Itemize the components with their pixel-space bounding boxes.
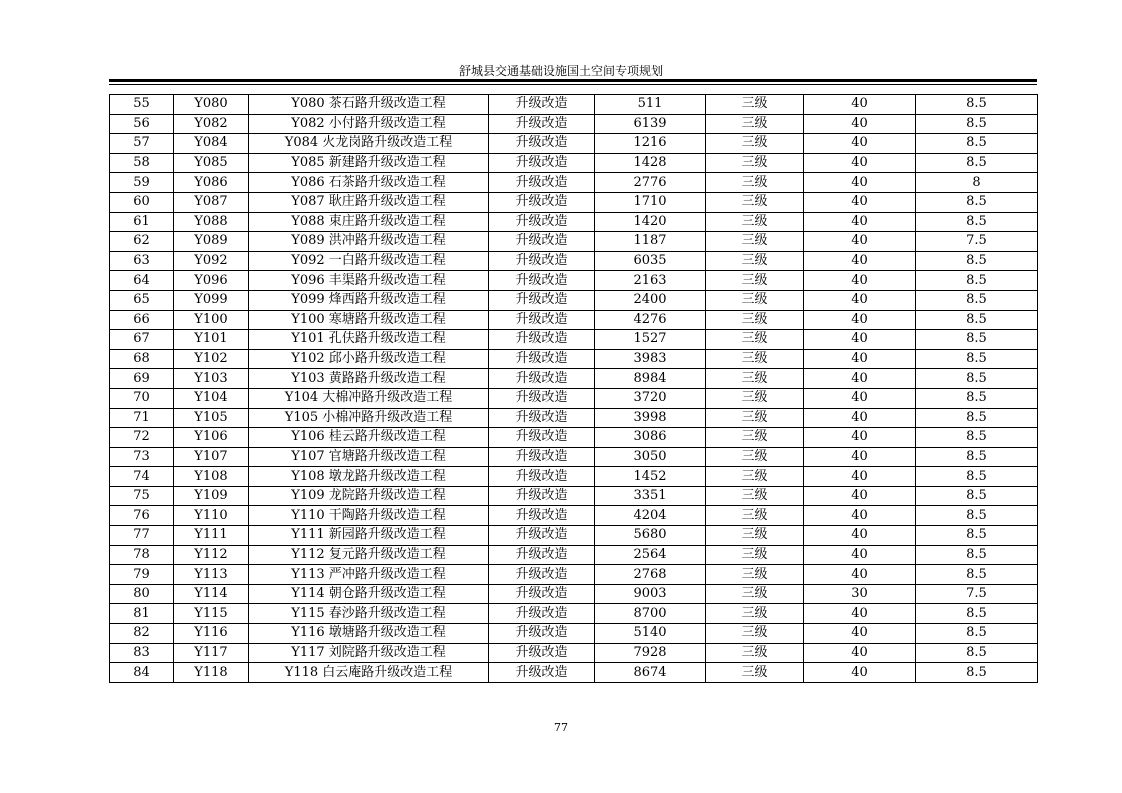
table-row <box>110 467 1038 487</box>
table-row <box>110 251 1038 271</box>
cell-speed: 40 <box>804 447 916 467</box>
cell-grade: 三级 <box>706 153 804 173</box>
cell-index: 65 <box>110 290 174 310</box>
header-rule-thin <box>109 84 1037 85</box>
cell-type: 升级改造 <box>489 369 595 389</box>
cell-grade: 三级 <box>706 506 804 526</box>
table-row <box>110 232 1038 252</box>
cell-width: 8.5 <box>916 643 1038 663</box>
cell-speed: 40 <box>804 408 916 428</box>
cell-project-name: Y116 墩塘路升级改造工程 <box>249 624 489 644</box>
cell-index: 73 <box>110 447 174 467</box>
cell-code: Y092 <box>174 251 249 271</box>
table-row <box>110 428 1038 448</box>
cell-code: Y110 <box>174 506 249 526</box>
cell-speed: 40 <box>804 349 916 369</box>
cell-speed: 40 <box>804 232 916 252</box>
cell-grade: 三级 <box>706 486 804 506</box>
cell-width: 8.5 <box>916 134 1038 154</box>
cell-project-name: Y092 一白路升级改造工程 <box>249 251 489 271</box>
cell-grade: 三级 <box>706 349 804 369</box>
cell-grade: 三级 <box>706 114 804 134</box>
cell-grade: 三级 <box>706 192 804 212</box>
cell-project-name: Y117 刘院路升级改造工程 <box>249 643 489 663</box>
cell-width: 8.5 <box>916 624 1038 644</box>
table-row <box>110 330 1038 350</box>
cell-width: 7.5 <box>916 584 1038 604</box>
cell-index: 80 <box>110 584 174 604</box>
cell-speed: 40 <box>804 95 916 115</box>
cell-grade: 三级 <box>706 251 804 271</box>
cell-grade: 三级 <box>706 95 804 115</box>
cell-type: 升级改造 <box>489 153 595 173</box>
cell-type: 升级改造 <box>489 545 595 565</box>
cell-index: 74 <box>110 467 174 487</box>
cell-type: 升级改造 <box>489 232 595 252</box>
cell-grade: 三级 <box>706 173 804 193</box>
table-row <box>110 545 1038 565</box>
cell-code: Y102 <box>174 349 249 369</box>
cell-code: Y116 <box>174 624 249 644</box>
cell-code: Y101 <box>174 330 249 350</box>
cell-code: Y088 <box>174 212 249 232</box>
cell-speed: 40 <box>804 212 916 232</box>
cell-type: 升级改造 <box>489 584 595 604</box>
cell-length: 7928 <box>595 643 706 663</box>
cell-project-name: Y086 石茶路升级改造工程 <box>249 173 489 193</box>
cell-length: 1452 <box>595 467 706 487</box>
cell-grade: 三级 <box>706 428 804 448</box>
cell-width: 8.5 <box>916 251 1038 271</box>
cell-length: 1216 <box>595 134 706 154</box>
cell-length: 2564 <box>595 545 706 565</box>
cell-grade: 三级 <box>706 388 804 408</box>
cell-index: 61 <box>110 212 174 232</box>
cell-code: Y104 <box>174 388 249 408</box>
cell-code: Y099 <box>174 290 249 310</box>
cell-speed: 40 <box>804 134 916 154</box>
cell-code: Y082 <box>174 114 249 134</box>
cell-code: Y114 <box>174 584 249 604</box>
cell-speed: 40 <box>804 271 916 291</box>
cell-project-name: Y084 火龙岗路升级改造工程 <box>249 134 489 154</box>
cell-code: Y096 <box>174 271 249 291</box>
cell-type: 升级改造 <box>489 604 595 624</box>
cell-grade: 三级 <box>706 565 804 585</box>
cell-project-name: Y106 桂云路升级改造工程 <box>249 428 489 448</box>
cell-width: 8.5 <box>916 467 1038 487</box>
cell-project-name: Y082 小付路升级改造工程 <box>249 114 489 134</box>
cell-grade: 三级 <box>706 408 804 428</box>
table-row <box>110 584 1038 604</box>
cell-index: 75 <box>110 486 174 506</box>
cell-type: 升级改造 <box>489 467 595 487</box>
cell-width: 8.5 <box>916 506 1038 526</box>
cell-length: 6035 <box>595 251 706 271</box>
cell-grade: 三级 <box>706 310 804 330</box>
cell-grade: 三级 <box>706 271 804 291</box>
cell-type: 升级改造 <box>489 663 595 683</box>
table-row <box>110 526 1038 546</box>
cell-speed: 40 <box>804 545 916 565</box>
cell-index: 84 <box>110 663 174 683</box>
table-row <box>110 447 1038 467</box>
cell-project-name: Y110 干陶路升级改造工程 <box>249 506 489 526</box>
table-row <box>110 388 1038 408</box>
cell-grade: 三级 <box>706 604 804 624</box>
cell-speed: 40 <box>804 565 916 585</box>
cell-index: 76 <box>110 506 174 526</box>
cell-grade: 三级 <box>706 643 804 663</box>
cell-type: 升级改造 <box>489 212 595 232</box>
cell-length: 1187 <box>595 232 706 252</box>
cell-length: 511 <box>595 95 706 115</box>
table-row <box>110 663 1038 683</box>
cell-width: 8.5 <box>916 310 1038 330</box>
cell-project-name: Y105 小棉冲路升级改造工程 <box>249 408 489 428</box>
cell-type: 升级改造 <box>489 192 595 212</box>
cell-type: 升级改造 <box>489 624 595 644</box>
cell-project-name: Y101 孔伕路升级改造工程 <box>249 330 489 350</box>
cell-index: 83 <box>110 643 174 663</box>
cell-speed: 40 <box>804 290 916 310</box>
cell-code: Y085 <box>174 153 249 173</box>
cell-grade: 三级 <box>706 624 804 644</box>
table-row <box>110 310 1038 330</box>
cell-grade: 三级 <box>706 584 804 604</box>
cell-index: 56 <box>110 114 174 134</box>
cell-speed: 40 <box>804 369 916 389</box>
cell-index: 64 <box>110 271 174 291</box>
cell-length: 3998 <box>595 408 706 428</box>
cell-width: 8.5 <box>916 604 1038 624</box>
cell-width: 8.5 <box>916 290 1038 310</box>
cell-index: 81 <box>110 604 174 624</box>
cell-project-name: Y115 春沙路升级改造工程 <box>249 604 489 624</box>
cell-project-name: Y108 墩龙路升级改造工程 <box>249 467 489 487</box>
table-body <box>110 95 1038 683</box>
cell-type: 升级改造 <box>489 643 595 663</box>
cell-speed: 40 <box>804 624 916 644</box>
cell-type: 升级改造 <box>489 251 595 271</box>
cell-project-name: Y112 复元路升级改造工程 <box>249 545 489 565</box>
cell-width: 8.5 <box>916 369 1038 389</box>
cell-project-name: Y096 丰渠路升级改造工程 <box>249 271 489 291</box>
cell-code: Y109 <box>174 486 249 506</box>
cell-project-name: Y114 朝仓路升级改造工程 <box>249 584 489 604</box>
table-row <box>110 408 1038 428</box>
cell-index: 71 <box>110 408 174 428</box>
cell-project-name: Y099 烽西路升级改造工程 <box>249 290 489 310</box>
cell-project-name: Y088 束庄路升级改造工程 <box>249 212 489 232</box>
cell-grade: 三级 <box>706 663 804 683</box>
cell-width: 8.5 <box>916 114 1038 134</box>
cell-width: 8.5 <box>916 192 1038 212</box>
cell-speed: 40 <box>804 663 916 683</box>
cell-project-name: Y109 龙院路升级改造工程 <box>249 486 489 506</box>
cell-length: 1420 <box>595 212 706 232</box>
cell-width: 8.5 <box>916 428 1038 448</box>
cell-speed: 40 <box>804 506 916 526</box>
cell-project-name: Y104 大棉冲路升级改造工程 <box>249 388 489 408</box>
cell-grade: 三级 <box>706 232 804 252</box>
cell-type: 升级改造 <box>489 95 595 115</box>
table-row <box>110 290 1038 310</box>
cell-index: 58 <box>110 153 174 173</box>
cell-grade: 三级 <box>706 290 804 310</box>
cell-grade: 三级 <box>706 545 804 565</box>
cell-project-name: Y089 洪冲路升级改造工程 <box>249 232 489 252</box>
cell-project-name: Y118 白云庵路升级改造工程 <box>249 663 489 683</box>
cell-code: Y107 <box>174 447 249 467</box>
cell-project-name: Y107 官塘路升级改造工程 <box>249 447 489 467</box>
cell-code: Y089 <box>174 232 249 252</box>
cell-index: 69 <box>110 369 174 389</box>
cell-grade: 三级 <box>706 212 804 232</box>
cell-width: 8.5 <box>916 349 1038 369</box>
header-rule-thick <box>109 79 1037 82</box>
table-row <box>110 506 1038 526</box>
cell-code: Y113 <box>174 565 249 585</box>
cell-speed: 40 <box>804 310 916 330</box>
cell-code: Y118 <box>174 663 249 683</box>
cell-type: 升级改造 <box>489 173 595 193</box>
cell-type: 升级改造 <box>489 114 595 134</box>
cell-width: 8.5 <box>916 271 1038 291</box>
table-row <box>110 369 1038 389</box>
cell-length: 2400 <box>595 290 706 310</box>
table-row <box>110 134 1038 154</box>
table-row <box>110 349 1038 369</box>
cell-length: 8984 <box>595 369 706 389</box>
cell-width: 8.5 <box>916 545 1038 565</box>
cell-length: 3720 <box>595 388 706 408</box>
cell-index: 68 <box>110 349 174 369</box>
cell-type: 升级改造 <box>489 388 595 408</box>
cell-project-name: Y100 寒塘路升级改造工程 <box>249 310 489 330</box>
cell-project-name: Y080 茶石路升级改造工程 <box>249 95 489 115</box>
cell-grade: 三级 <box>706 447 804 467</box>
cell-type: 升级改造 <box>489 134 595 154</box>
cell-index: 72 <box>110 428 174 448</box>
cell-index: 82 <box>110 624 174 644</box>
cell-code: Y105 <box>174 408 249 428</box>
cell-index: 77 <box>110 526 174 546</box>
table-row <box>110 624 1038 644</box>
cell-type: 升级改造 <box>489 310 595 330</box>
cell-index: 70 <box>110 388 174 408</box>
table-row <box>110 173 1038 193</box>
cell-length: 8700 <box>595 604 706 624</box>
table-row <box>110 114 1038 134</box>
cell-width: 8.5 <box>916 447 1038 467</box>
cell-speed: 40 <box>804 192 916 212</box>
cell-speed: 40 <box>804 388 916 408</box>
table-row <box>110 212 1038 232</box>
cell-code: Y115 <box>174 604 249 624</box>
cell-length: 5680 <box>595 526 706 546</box>
cell-speed: 40 <box>804 604 916 624</box>
cell-index: 63 <box>110 251 174 271</box>
cell-type: 升级改造 <box>489 408 595 428</box>
cell-length: 4204 <box>595 506 706 526</box>
cell-type: 升级改造 <box>489 486 595 506</box>
cell-length: 3983 <box>595 349 706 369</box>
cell-type: 升级改造 <box>489 506 595 526</box>
road-upgrade-table <box>109 94 1038 683</box>
cell-index: 55 <box>110 95 174 115</box>
table-row <box>110 604 1038 624</box>
cell-speed: 30 <box>804 584 916 604</box>
cell-code: Y108 <box>174 467 249 487</box>
cell-speed: 40 <box>804 467 916 487</box>
cell-speed: 40 <box>804 486 916 506</box>
cell-length: 3351 <box>595 486 706 506</box>
cell-speed: 40 <box>804 251 916 271</box>
table-row <box>110 643 1038 663</box>
table-row <box>110 486 1038 506</box>
cell-code: Y080 <box>174 95 249 115</box>
cell-speed: 40 <box>804 173 916 193</box>
cell-code: Y100 <box>174 310 249 330</box>
cell-length: 3086 <box>595 428 706 448</box>
cell-speed: 40 <box>804 526 916 546</box>
cell-width: 8 <box>916 173 1038 193</box>
cell-length: 1710 <box>595 192 706 212</box>
cell-speed: 40 <box>804 428 916 448</box>
table-row <box>110 153 1038 173</box>
cell-code: Y112 <box>174 545 249 565</box>
cell-speed: 40 <box>804 330 916 350</box>
cell-speed: 40 <box>804 153 916 173</box>
cell-length: 8674 <box>595 663 706 683</box>
cell-type: 升级改造 <box>489 330 595 350</box>
cell-index: 59 <box>110 173 174 193</box>
cell-width: 8.5 <box>916 565 1038 585</box>
cell-index: 62 <box>110 232 174 252</box>
cell-length: 1428 <box>595 153 706 173</box>
table-row <box>110 565 1038 585</box>
cell-width: 8.5 <box>916 663 1038 683</box>
cell-length: 1527 <box>595 330 706 350</box>
cell-type: 升级改造 <box>489 526 595 546</box>
table-row <box>110 95 1038 115</box>
cell-width: 8.5 <box>916 408 1038 428</box>
cell-grade: 三级 <box>706 330 804 350</box>
cell-type: 升级改造 <box>489 447 595 467</box>
cell-width: 8.5 <box>916 388 1038 408</box>
cell-width: 8.5 <box>916 153 1038 173</box>
cell-index: 57 <box>110 134 174 154</box>
cell-project-name: Y087 耿庄路升级改造工程 <box>249 192 489 212</box>
cell-grade: 三级 <box>706 369 804 389</box>
cell-type: 升级改造 <box>489 271 595 291</box>
cell-project-name: Y085 新建路升级改造工程 <box>249 153 489 173</box>
cell-length: 2163 <box>595 271 706 291</box>
cell-code: Y084 <box>174 134 249 154</box>
cell-type: 升级改造 <box>489 428 595 448</box>
cell-index: 67 <box>110 330 174 350</box>
cell-code: Y117 <box>174 643 249 663</box>
cell-width: 8.5 <box>916 486 1038 506</box>
cell-type: 升级改造 <box>489 565 595 585</box>
cell-grade: 三级 <box>706 467 804 487</box>
cell-length: 2776 <box>595 173 706 193</box>
cell-width: 8.5 <box>916 330 1038 350</box>
cell-length: 6139 <box>595 114 706 134</box>
cell-grade: 三级 <box>706 526 804 546</box>
cell-width: 8.5 <box>916 212 1038 232</box>
cell-width: 8.5 <box>916 526 1038 546</box>
cell-project-name: Y103 黄路路升级改造工程 <box>249 369 489 389</box>
table-row <box>110 271 1038 291</box>
cell-length: 3050 <box>595 447 706 467</box>
cell-project-name: Y113 严冲路升级改造工程 <box>249 565 489 585</box>
cell-index: 78 <box>110 545 174 565</box>
cell-length: 2768 <box>595 565 706 585</box>
cell-grade: 三级 <box>706 134 804 154</box>
cell-speed: 40 <box>804 643 916 663</box>
cell-code: Y086 <box>174 173 249 193</box>
cell-length: 5140 <box>595 624 706 644</box>
cell-project-name: Y102 邱小路升级改造工程 <box>249 349 489 369</box>
cell-index: 66 <box>110 310 174 330</box>
cell-project-name: Y111 新园路升级改造工程 <box>249 526 489 546</box>
cell-speed: 40 <box>804 114 916 134</box>
cell-code: Y111 <box>174 526 249 546</box>
cell-index: 79 <box>110 565 174 585</box>
cell-index: 60 <box>110 192 174 212</box>
cell-width: 7.5 <box>916 232 1038 252</box>
page-number: 77 <box>554 721 568 734</box>
table-row <box>110 192 1038 212</box>
cell-code: Y103 <box>174 369 249 389</box>
cell-code: Y087 <box>174 192 249 212</box>
cell-length: 9003 <box>595 584 706 604</box>
cell-length: 4276 <box>595 310 706 330</box>
page-header-title: 舒城县交通基础设施国土空间专项规划 <box>458 64 663 78</box>
cell-code: Y106 <box>174 428 249 448</box>
cell-type: 升级改造 <box>489 349 595 369</box>
cell-width: 8.5 <box>916 95 1038 115</box>
cell-type: 升级改造 <box>489 290 595 310</box>
